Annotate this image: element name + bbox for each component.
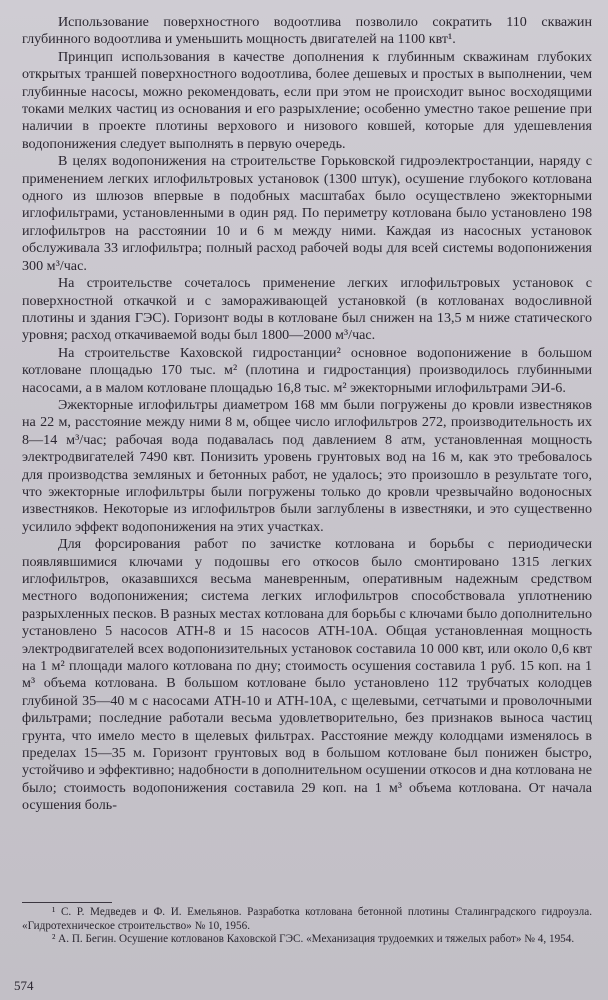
paragraph-surface-drainage: Использование поверхностного водоотлива позволило сократить 110 скважин глубинного водоотлива и уменьшить мощность двигателей на 1100 квт¹. (22, 14, 592, 48)
main-text (22, 14, 592, 815)
paragraph-gorky: В целях водопонижения на строительстве Горьковской гидроэлектростанции, наряду с применением легких иглофильтровых установок (1300 штук), осушение глубокого котлована одного из шлюзов впервые в подобных масштабах было осуществлено эжекторными иглофильтрами, установленными в один ряд. По периметру котлована было установлено 198 иглофильтров на расстоянии 10 и 6 м между ними. Каждая из насосных установок обслуживала 33 иглофильтра; полный расход рабочей воды для всей системы водопонижения 300 м³/час. (22, 153, 592, 274)
paragraph-principle: Принцип использования в качестве дополнения к глубинным скважинам глубоких открытых траншей поверхностного водоотлива, более дешевых и простых в выполнении, чем глубинные насосы, можно рекомендовать, если при этом не происходит вынос восходящими токами мелких частиц из основания и его разрыхление; особенно уместно такое решение при наличии в проекте плотины верхового и низового ковшей, которые для удешевления водопонижения следует выполнять в первую очередь. (22, 48, 592, 152)
page-number: 574 (14, 978, 34, 993)
footnote-2: ² А. П. Бегин. Осушение котлованов Каховской ГЭС. «Механизация трудоемких и тяжелых работ» № 4, 1954. (52, 933, 575, 946)
footnote-1: ¹ С. Р. Медведев и Ф. И. Емельянов. Разработка котлована бетонной плотины Сталинградского гидроузла. «Гидротехническое строительство» № 10, 1956. (22, 906, 592, 932)
paragraph-kakhovka: На строительстве Каховской гидростанции² основное водопонижение в большом котловане площадью 170 тыс. м² (плотина и гидростанция) производилось глубинными насосами, а в малом котловане площадью 16,8 тыс. м² эжекторными иглофильтрами ЭИ-6. (22, 344, 592, 396)
paragraph-combined-methods: На строительстве сочеталось применение легких иглофильтровых установок с поверхностной откачкой и с замораживающей установкой (в котлованах водосливной плотины и здания ГЭС). Горизонт воды в котловане был снижен на 13,5 м ниже статического уровня; расход откачиваемой воды был 1800—2000 м³/час. (22, 275, 592, 344)
paragraph-ejector-wellpoints: Эжекторные иглофильтры диаметром 168 мм были погружены до кровли известняков на 22 м, расстояние между ними 8 м, общее число иглофильтров 272, производительность их 8—14 м³/час; рабочая вода подавалась под давлением 8 атм, установленная мощность электродвигателей 7490 квт. Понизить уровень грунтовых вод на 16 м, как это требовалось для производства земляных и бетонных работ, не удалось; это произошло в результате того, что эжекторные иглофильтры были погружены только до кровли чрезвычайно водоносных известняков. Некоторые из иглофильтров были заглублены в известняки, и это существенно усилило эффект водопонижения на этих участках. (22, 396, 592, 535)
paragraph-forcing-works: Для форсирования работ по зачистке котлована и борьбы с периодически появлявшимися ключами у подошвы его откосов было смонтировано 1315 легких иглофильтров, оказавшихся весьма маневренным, оперативным надежным средством местного водопонижения; система легких иглофильтров способствовала уплотнению разрыхленных песков. В разных местах котлована для борьбы с ключами было дополнительно установлено 5 насосов АТН-8 и 15 насосов АТН-10А. Общая установленная мощность электродвигателей всех водопонизительных установок составила 10 000 квт, или около 0,6 квт на 1 м² площади малого котлована по дну; стоимость осушения составила 1 руб. 15 коп. на 1 м³ объема котлована. В большом котловане было установлено 112 трубчатых колодцев глубиной 35—40 м с насосами АТН-10 и АТН-10А, с щелевыми, сетчатыми и проволочными фильтрами; последние работали весьма удовлетворительно, без признаков выноса частиц грунта, что имело место в щелевых фильтрах. Расстояние между колодцами изменялось в пределах 15—35 м. Горизонт грунтовых вод в большом котловане был понижен быстро, устойчиво и эффективно; надобности в дополнительном осушении откосов и дна котлована не было; стоимость водопонижения составила 29 коп. на 1 м³ объема котлована. От начала осушения боль- (22, 536, 592, 814)
footnotes (22, 906, 592, 947)
footnote-divider (22, 902, 112, 903)
